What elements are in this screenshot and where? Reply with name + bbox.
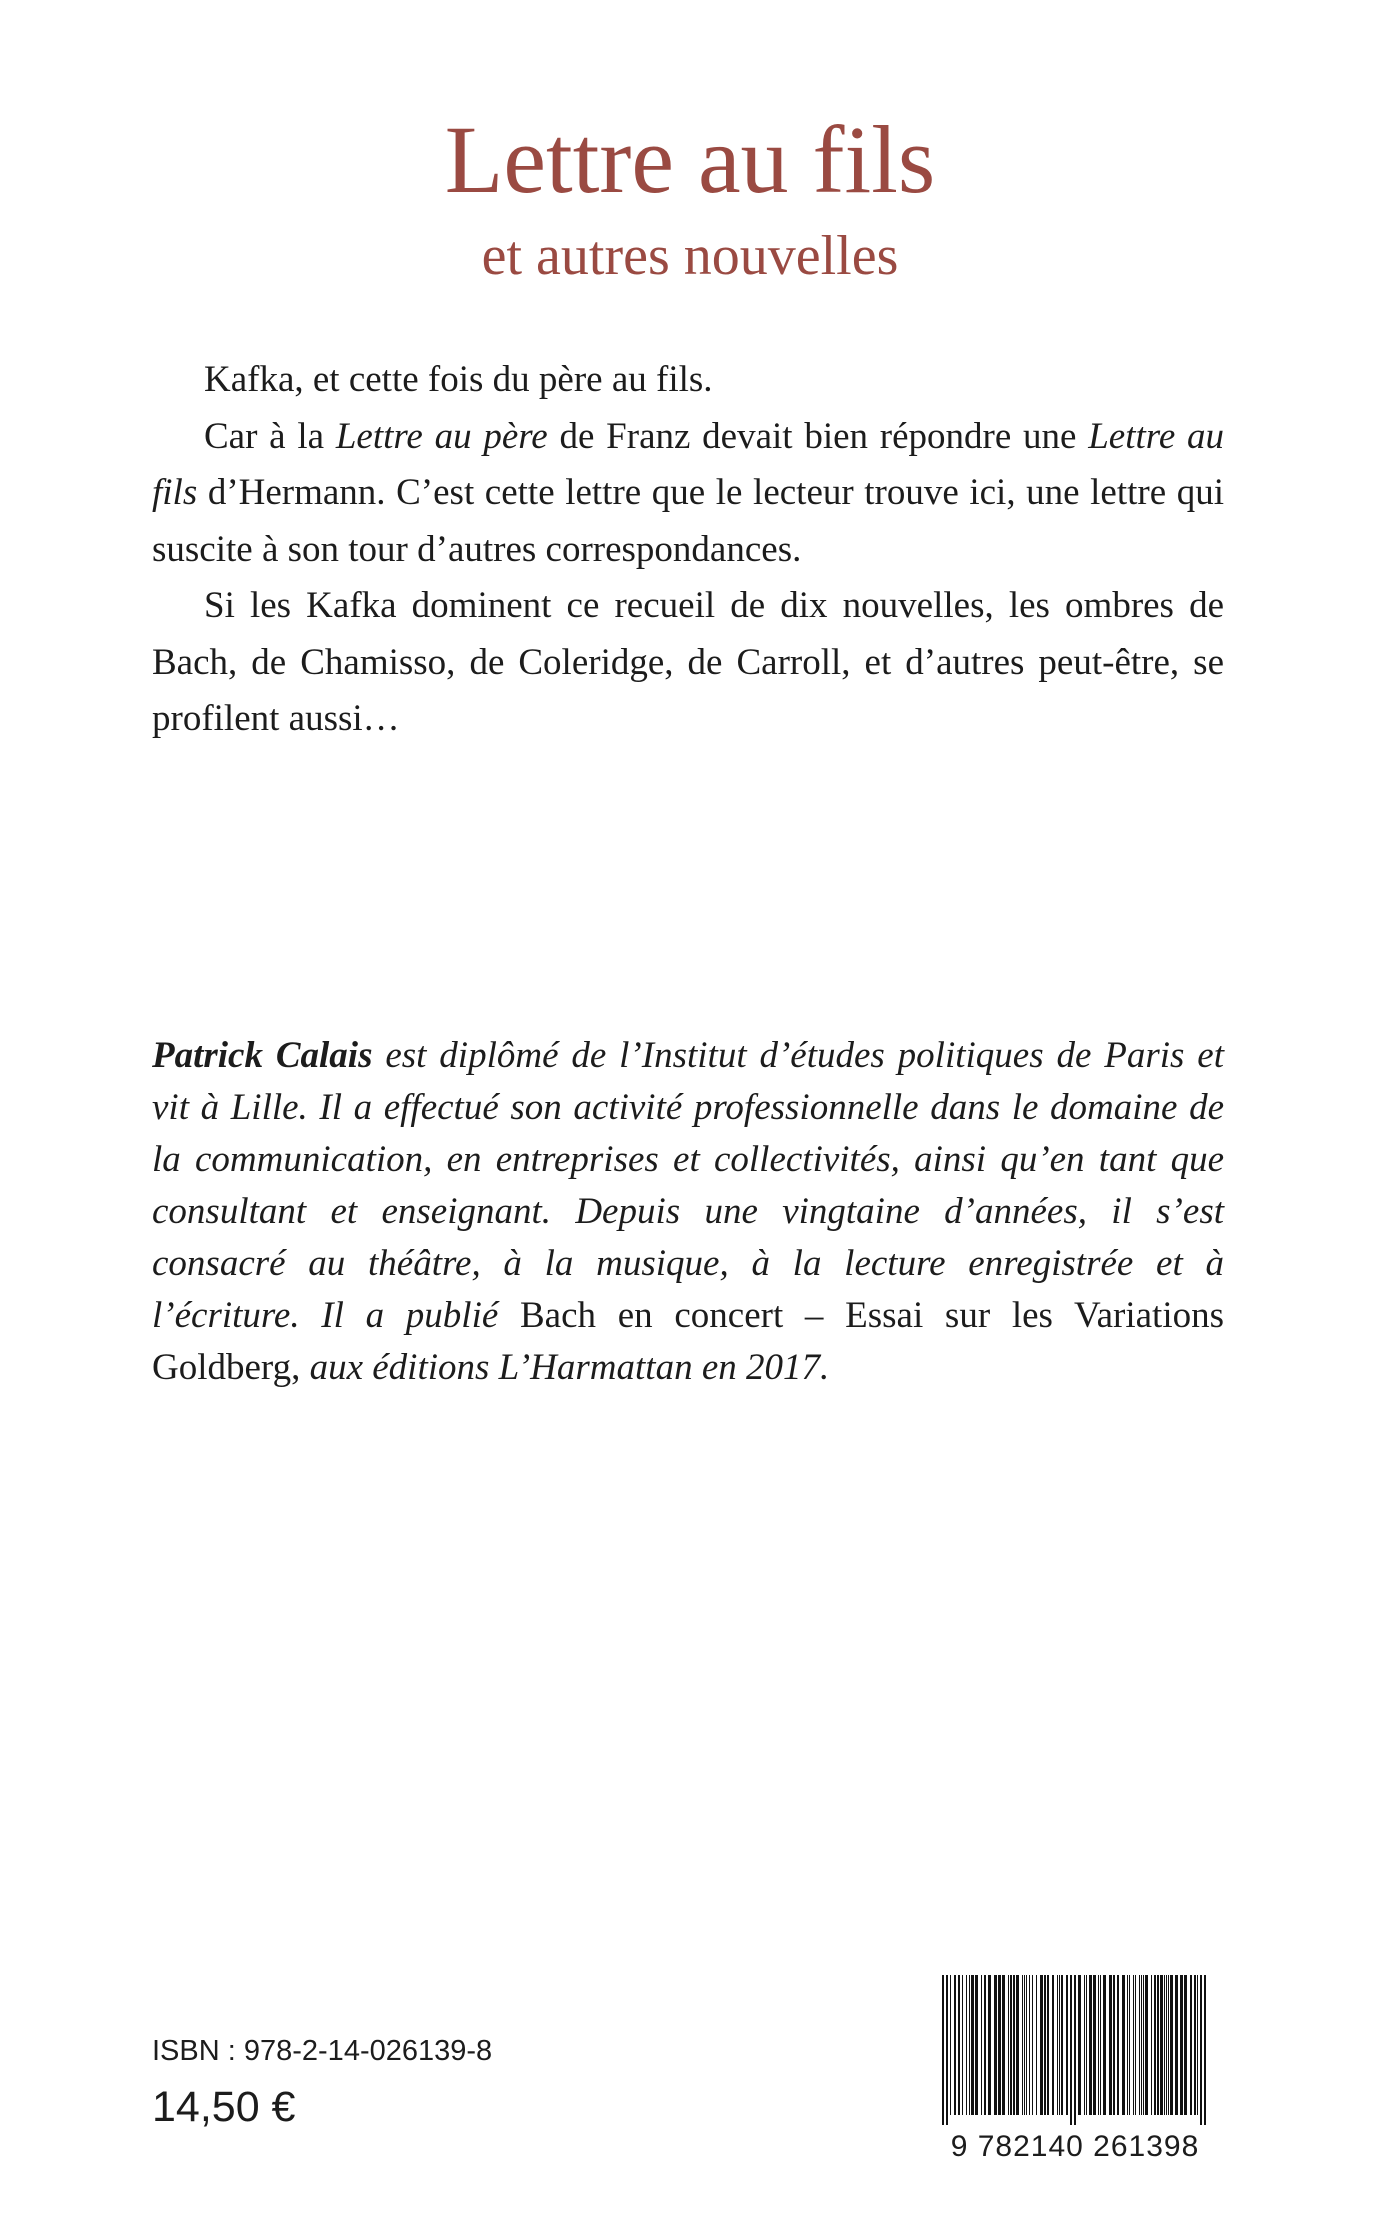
barcode-bar: [1194, 1975, 1196, 2115]
barcode-bar: [1013, 1975, 1015, 2115]
barcode-bar: [1151, 1975, 1152, 2115]
barcode-bar: [1036, 1975, 1037, 2115]
barcode-bar: [1117, 1975, 1119, 2115]
barcode-bar: [1129, 1975, 1130, 2115]
barcode-bar: [1204, 1975, 1206, 2125]
barcode-bar: [1040, 1975, 1043, 2115]
book-subtitle: et autres nouvelles: [481, 225, 899, 287]
barcode-bar: [1016, 1975, 1019, 2115]
barcode-bar: [946, 1975, 948, 2125]
author-bio-text: est diplômé de l’Institut d’études politiques de Paris et vit à Lille. Il a effectué son activité professionnelle dans le domaine de la communication, en entreprises et collectivités, ainsi qu’en tant que consultant et enseignant. Depuis une vingtaine d’années, il s’est consacré au théâtre, à la musique, à la lecture enregistrée et à l’écriture. Il a publié: [152, 1035, 1224, 1336]
author-bio-text: aux éditions L’Harmattan en 2017.: [300, 1347, 830, 1388]
barcode-bar: [1022, 1975, 1023, 2115]
barcode-bar: [984, 1975, 986, 2115]
barcode-bar: [1078, 1975, 1081, 2115]
barcode-bar: [1170, 1975, 1173, 2115]
barcode-bar: [958, 1975, 960, 2115]
barcode-bar: [1168, 1975, 1169, 2115]
author-name: Patrick Calais: [152, 1035, 373, 1076]
blurb-text: Car à la: [204, 415, 336, 457]
barcode-bar: [1175, 1975, 1178, 2115]
barcode-bar: [1166, 1975, 1167, 2115]
blurb-text: de Franz devait bien répondre une: [547, 415, 1089, 457]
barcode-bar: [1160, 1975, 1163, 2115]
barcode-bar: [1143, 1975, 1144, 2115]
barcode-bar: [942, 1975, 944, 2125]
barcode-bar: [988, 1975, 991, 2115]
barcode-bar: [1141, 1975, 1142, 2115]
isbn: ISBN : 978-2-14-026139-8: [152, 2035, 493, 2067]
barcode-bar: [969, 1975, 970, 2115]
barcode-bar: [975, 1975, 978, 2115]
barcode-bar: [1032, 1975, 1033, 2115]
barcode-digits: 9 782140 261398: [950, 2130, 1200, 2163]
blurb-paragraph-2: [152, 409, 1224, 579]
barcode: [940, 1975, 1210, 2125]
title-block: [0, 106, 1380, 287]
barcode-bar: [1145, 1975, 1148, 2115]
barcode-bar: [966, 1975, 967, 2115]
barcode-bar: [1103, 1975, 1106, 2115]
blurb: [152, 352, 1224, 748]
barcode-bar: [1061, 1975, 1063, 2115]
barcode-bar: [950, 1975, 951, 2115]
barcode-bar: [994, 1975, 997, 2115]
barcode-bar: [1052, 1975, 1054, 2115]
barcode-bar: [1133, 1975, 1134, 2115]
barcode-bar: [1010, 1975, 1012, 2115]
barcode-bar: [1086, 1975, 1087, 2115]
barcode-bar: [1154, 1975, 1156, 2115]
barcode-bar: [1157, 1975, 1159, 2115]
barcode-bar: [1093, 1975, 1096, 2115]
barcode-bar: [1008, 1975, 1009, 2115]
barcode-bar: [1135, 1975, 1136, 2115]
barcode-bar: [1122, 1975, 1125, 2115]
barcode-bar: [1089, 1975, 1092, 2115]
author-book-title: Bach en concert – Essai sur les Variations Goldberg,: [152, 1295, 1225, 1388]
barcode-bar: [1059, 1975, 1060, 2115]
blurb-text: d’Hermann. C’est cette lettre que le lecteur trouve ici, une lettre qui suscite à son tour d’autres correspondances.: [152, 472, 1224, 570]
barcode-bar: [962, 1975, 963, 2115]
author-bio: [152, 1030, 1224, 1394]
price: 14,50 €: [152, 2083, 296, 2131]
blurb-paragraph-3: Si les Kafka dominent ce recueil de dix nouvelles, les ombres de Bach, de Chamisso, de Coleridge, de Carroll, et d’autres peut-être, se profilent aussi…: [152, 585, 1224, 739]
barcode-bar: [1044, 1975, 1046, 2115]
barcode-bar: [1002, 1975, 1005, 2115]
barcode-bar: [1026, 1975, 1027, 2115]
barcode-bar: [1100, 1975, 1101, 2115]
blurb-paragraph-1: Kafka, et cette fois du père au fils.: [204, 359, 713, 400]
barcode-bar: [1180, 1975, 1183, 2115]
barcode-bar: [1047, 1975, 1049, 2115]
book-title: Lettre au fils: [444, 106, 936, 213]
barcode-bar: [1184, 1975, 1187, 2115]
barcode-bar: [1200, 1975, 1202, 2125]
barcode-bar: [954, 1975, 956, 2115]
barcode-bar: [1113, 1975, 1115, 2115]
barcode-bar: [1074, 1975, 1076, 2125]
barcode-bar: [1190, 1975, 1192, 2115]
barcode-bar: [998, 1975, 1001, 2115]
barcode-bar: [1109, 1975, 1112, 2115]
barcode-bar: [1084, 1975, 1085, 2115]
barcode-bar: [1070, 1975, 1072, 2125]
barcode-bar: [1197, 1975, 1198, 2115]
barcode-bar: [1164, 1975, 1165, 2115]
barcode-bar: [1029, 1975, 1030, 2115]
blurb-italic-title: Lettre au fils: [152, 415, 1225, 513]
barcode-bar: [1066, 1975, 1068, 2115]
barcode-bar: [1024, 1975, 1025, 2115]
barcode-bar: [1098, 1975, 1099, 2115]
barcode-bar: [1057, 1975, 1058, 2115]
barcode-bar: [971, 1975, 974, 2115]
barcode-bar: [1139, 1975, 1140, 2115]
barcode-bar: [981, 1975, 982, 2115]
barcode-bar: [1127, 1975, 1128, 2115]
blurb-italic-title: Lettre au père: [335, 415, 548, 457]
